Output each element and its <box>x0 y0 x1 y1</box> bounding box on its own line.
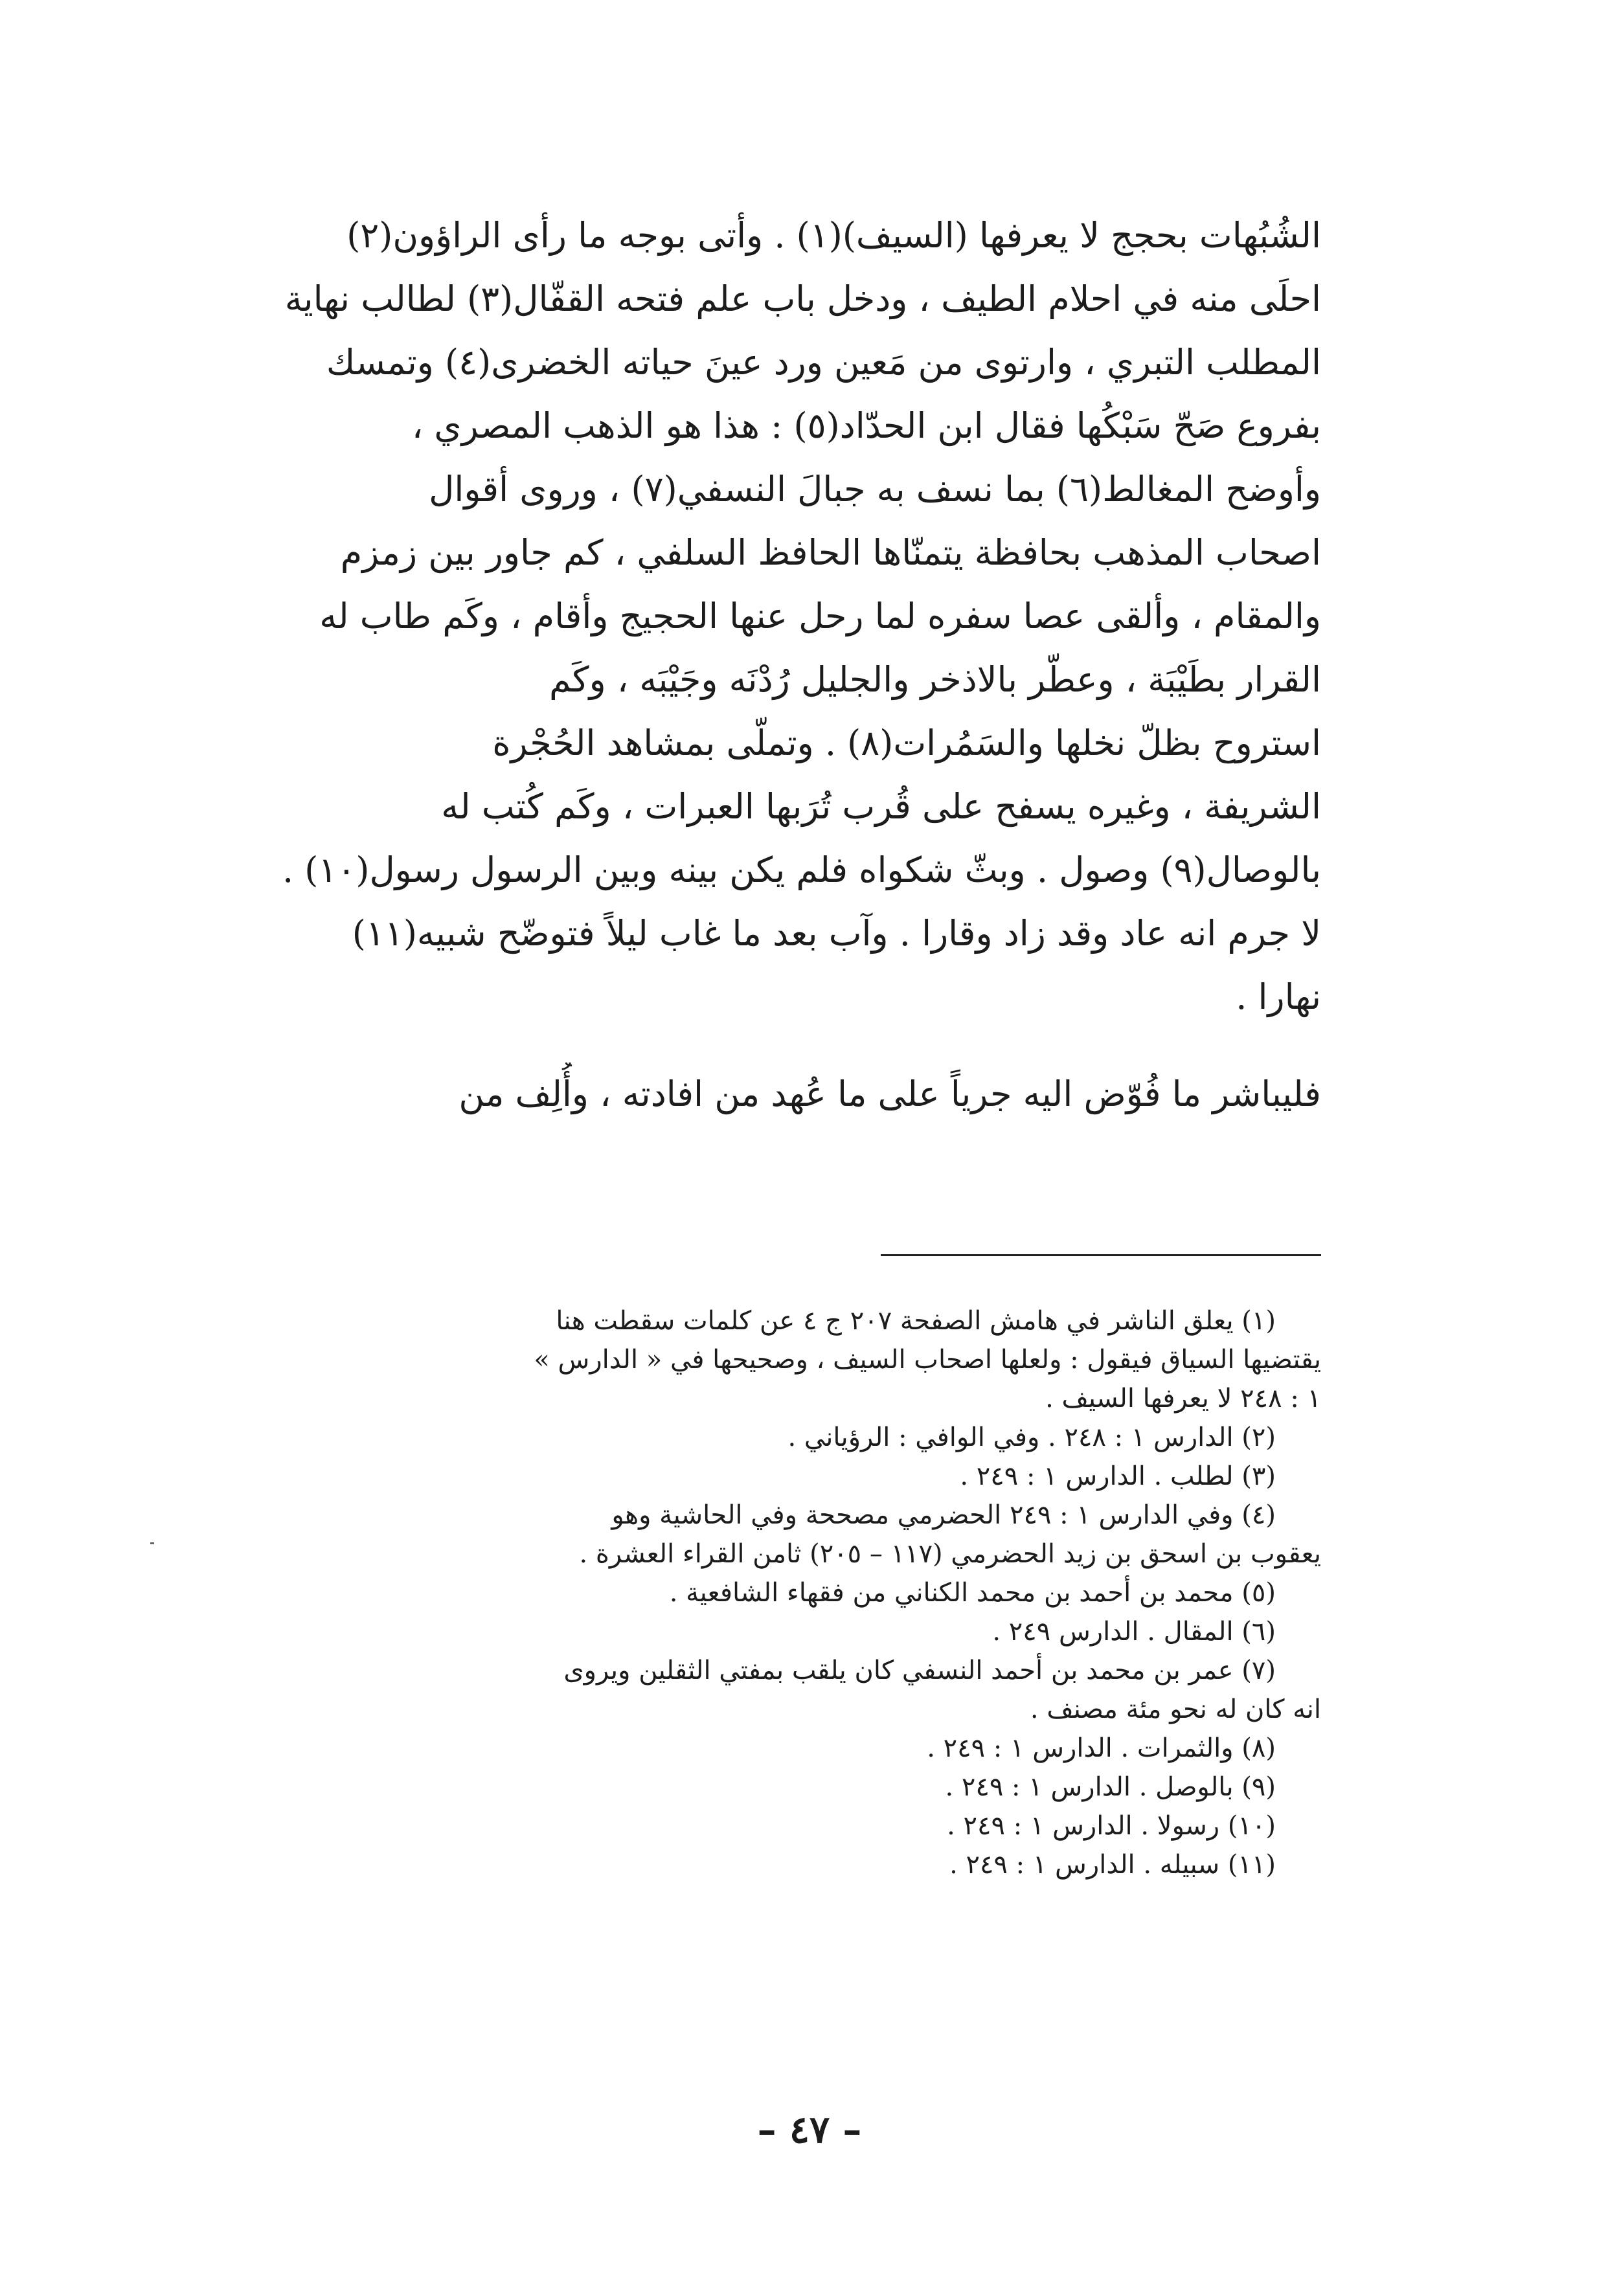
footnote-line: (٣) لطلب . الدارس ١ : ٢٤٩ . <box>960 1461 1276 1491</box>
main-text-line: وأوضح المغالط(٦) بما نسف به جبالَ النسفي(٧) ، وروى أقوال <box>429 469 1321 510</box>
footnotes-block <box>272 1301 1321 1884</box>
main-text-line: احلَى منه في احلام الطيف ، ودخل باب علم فتحه القفّال(٣) لطالب نهاية <box>284 278 1321 319</box>
main-text-line: والمقام ، وألقى عصا سفره لما رحل عنها الحجيج وأقام ، وكَم طاب له <box>319 596 1321 636</box>
main-text-line: بفروع صَحّ سَبْكُها فقال ابن الحدّاد(٥) : هذا هو الذهب المصري ، <box>411 405 1321 446</box>
footnote-line: (٥) محمد بن أحمد بن محمد الكناني من فقهاء الشافعية . <box>669 1578 1276 1608</box>
main-text-line: الشُبُهات بحجج لا يعرفها (السيف)(١) . وأتى بوجه ما رأى الراؤون(٢) <box>346 215 1321 256</box>
footnote-line: (١١) سبيله . الدارس ١ : ٢٤٩ . <box>949 1850 1276 1880</box>
scan-speck <box>150 1542 154 1544</box>
page-number: – ٤٧ – <box>757 2108 862 2152</box>
footnote-line: (٩) بالوصل . الدارس ١ : ٢٤٩ . <box>945 1772 1276 1802</box>
main-text-line: استروح بظلّ نخلها والسَمُرات(٨) . وتملّى بمشاهد الحُجْرة <box>492 723 1321 763</box>
main-text-line: المطلب التبري ، وارتوى من مَعين ورد عينَ حياته الخضرى(٤) وتمسك <box>326 342 1321 383</box>
main-text-block <box>259 204 1321 1126</box>
second-paragraph-line: فليباشر ما فُوّض اليه جرياً على ما عُهد من افادته ، وأُلِف من <box>459 1074 1321 1114</box>
footnote-line: (٤) وفي الدارس ١ : ٢٤٩ الحضرمي مصححة وفي الحاشية وهو <box>611 1500 1276 1530</box>
footnote-line: ١ : ٢٤٨ لا يعرفها السيف . <box>1045 1384 1321 1413</box>
footnote-line: انه كان له نحو مئة مصنف . <box>1030 1694 1321 1724</box>
footnote-line: (١٠) رسولا . الدارس ١ : ٢٤٩ . <box>947 1811 1276 1841</box>
footnote-line: (١) يعلق الناشر في هامش الصفحة ٢٠٧ ج ٤ عن كلمات سقطت هنا <box>556 1306 1276 1336</box>
main-text-line: اصحاب المذهب بحافظة يتمنّاها الحافظ السلفي ، كم جاور بين زمزم <box>340 532 1321 573</box>
footnote-line: (٨) والثمرات . الدارس ١ : ٢٤٩ . <box>927 1733 1276 1763</box>
footnote-line: (٦) المقال . الدارس ٢٤٩ . <box>992 1617 1276 1647</box>
main-text-line: بالوصال(٩) وصول . وبثّ شكواه فلم يكن بينه وبين الرسول رسول(١٠) . <box>282 850 1321 890</box>
main-text-line: لا جرم انه عاد وقد زاد وقارا . وآب بعد ما غاب ليلاً فتوضّح شبيه(١١) <box>352 913 1321 954</box>
main-text-line: القرار بطَيْبَة ، وعطّر بالاذخر والجليل رُدْنَه وجَيْبَه ، وكَم <box>549 659 1321 700</box>
main-text-line: الشريفة ، وغيره يسفح على قُرب تُرَبها العبرات ، وكَم كُتب له <box>441 786 1321 827</box>
footnote-line: يقتضيها السياق فيقول : ولعلها اصحاب السيف ، وصحيحها في « الدارس » <box>534 1345 1321 1375</box>
footnote-separator <box>881 1254 1321 1256</box>
footnote-line: (٧) عمر بن محمد بن أحمد النسفي كان يلقب بمفتي الثقلين ويروى <box>563 1656 1276 1685</box>
footnote-line: (٢) الدارس ١ : ٢٤٨ . وفي الوافي : الرؤياني . <box>787 1423 1276 1452</box>
footnote-line: يعقوب بن اسحق بن زيد الحضرمي (١١٧ – ٢٠٥) ثامن القراء العشرة . <box>579 1539 1321 1569</box>
main-text-line: نهارا . <box>1236 976 1321 1017</box>
